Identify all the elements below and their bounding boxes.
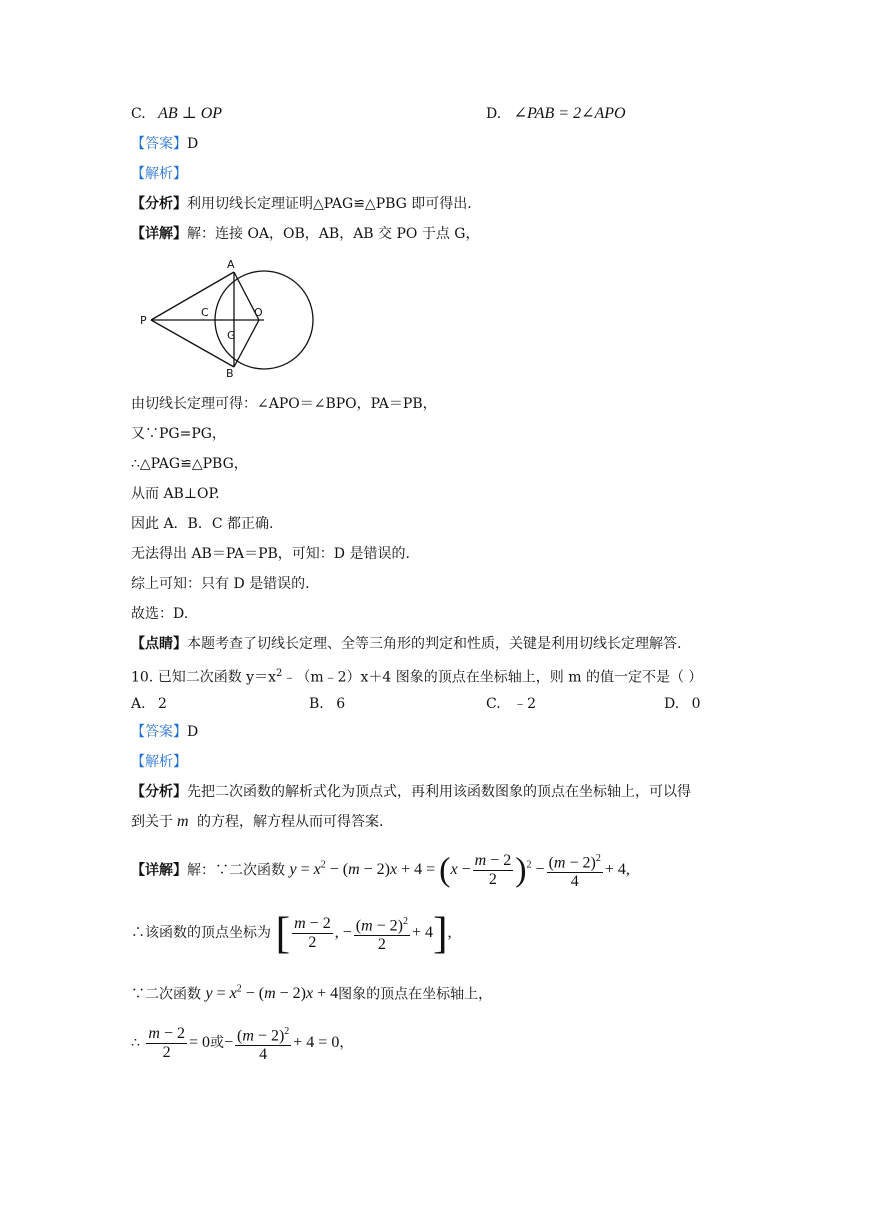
label-o: O (254, 306, 263, 319)
q10-fenxi-1: 【分析】先把二次函数的解析式化为顶点式，再利用该函数图象的顶点在坐标轴上，可以得 (131, 784, 691, 800)
q9-line-5: 因此 A．B．C 都正确. (131, 516, 274, 532)
q9-fenxi: 【分析】利用切线长定理证明△PAG≌△PBG 即可得出. (131, 196, 472, 212)
tangent-circle-figure (135, 256, 320, 381)
q10-option-b: B. 6 (309, 696, 346, 712)
option-d-expr: ∠PAB = 2∠APO (513, 105, 626, 122)
q9-line-4: 从而 AB⊥OP. (131, 486, 220, 502)
q10-answer: 【答案】D (131, 724, 199, 740)
radius-ob (234, 320, 259, 367)
q9-line-6: 无法得出 AB＝PA＝PB，可知：D 是错误的. (131, 546, 410, 562)
vertex-form-equation: $y = x^2 - (m - 2)x + 4 = (x$ − $\frac{m - 2}{2}$ )$^2$ − $\frac{(m - 2)^2}{4}$ + 4, (289, 851, 630, 891)
q9-line-2: 又∵PG=PG， (131, 426, 226, 442)
q9-line-8: 故选：D. (131, 606, 189, 622)
option-d: D. ∠PAB = 2∠APO (486, 105, 626, 122)
q9-line-3: ∴△PAG≌△PBG， (131, 456, 248, 472)
option-c-expr: AB ⊥ OP (158, 105, 223, 122)
vertex-coordinates-expr: [ $\frac{m - 2}{2}$ , − $\frac{(m - 2)^2}{2}$ + 4], (275, 908, 452, 958)
q9-answer: 【答案】D (131, 136, 199, 152)
label-g: G (227, 329, 236, 342)
q9-line-7: 综上可知：只有 D 是错误的. (131, 576, 310, 592)
label-c: C (201, 306, 209, 319)
q10-fenxi-2: 到关于 m 的方程，解方程从而可得答案. (131, 813, 384, 830)
q10-option-a: A. 2 (131, 696, 167, 712)
q10-analysis-tag: 【解析】 (131, 754, 187, 770)
q9-dianjing: 【点睛】本题考查了切线长定理、全等三角形的判定和性质，关键是利用切线长定理解答. (131, 636, 682, 652)
q10-vertex-coords: ∴该函数的顶点坐标为 [ $\frac{m - 2}{2}$ , − $\frac{(m - 2)^2}{2}$ + 4], (131, 908, 452, 958)
q10-condition: ∵二次函数 $y = x^2 - (m - 2)x + 4$图象的顶点在坐标轴上， (131, 984, 493, 1003)
label-a: A (227, 258, 235, 271)
q10-detail-formula: 【详解】解：∵二次函数 $y = x^2 - (m - 2)x + 4 = (x$ − $\frac{m - 2}{2}$ )$^2$ − $\frac{(m - 2)^2}{4}$ + 4, (131, 851, 630, 891)
q10-stem: 10. 已知二次函数 $y=x^2﹣(m﹣2)x+4$ 图象的顶点在坐标轴上，则 m 的值一定不是（ ） (131, 668, 703, 686)
q10-final-equation: ∴ $\frac{m - 2}{2}$ = 0或− $\frac{(m - 2)^2}{4}$ + 4 = 0， (131, 1022, 353, 1064)
final-equations-expr: $\frac{m - 2}{2}$ = 0 (148, 1024, 210, 1061)
q10-option-d: D. 0 (664, 696, 701, 712)
label-b: B (226, 367, 234, 380)
option-c: C. AB ⊥ OP (131, 105, 223, 122)
q9-detail: 【详解】解：连接 OA，OB，AB，AB 交 PO 于点 G， (131, 226, 480, 242)
q10-option-c: C. ﹣2 (486, 696, 537, 712)
label-p: P (140, 314, 147, 327)
q9-analysis-tag: 【解析】 (131, 166, 187, 182)
q9-line-1: 由切线长定理可得：∠APO＝∠BPO，PA＝PB， (131, 396, 437, 412)
condition-function-expr: $y = x^2 - (m - 2)x + 4$ (205, 984, 339, 1003)
